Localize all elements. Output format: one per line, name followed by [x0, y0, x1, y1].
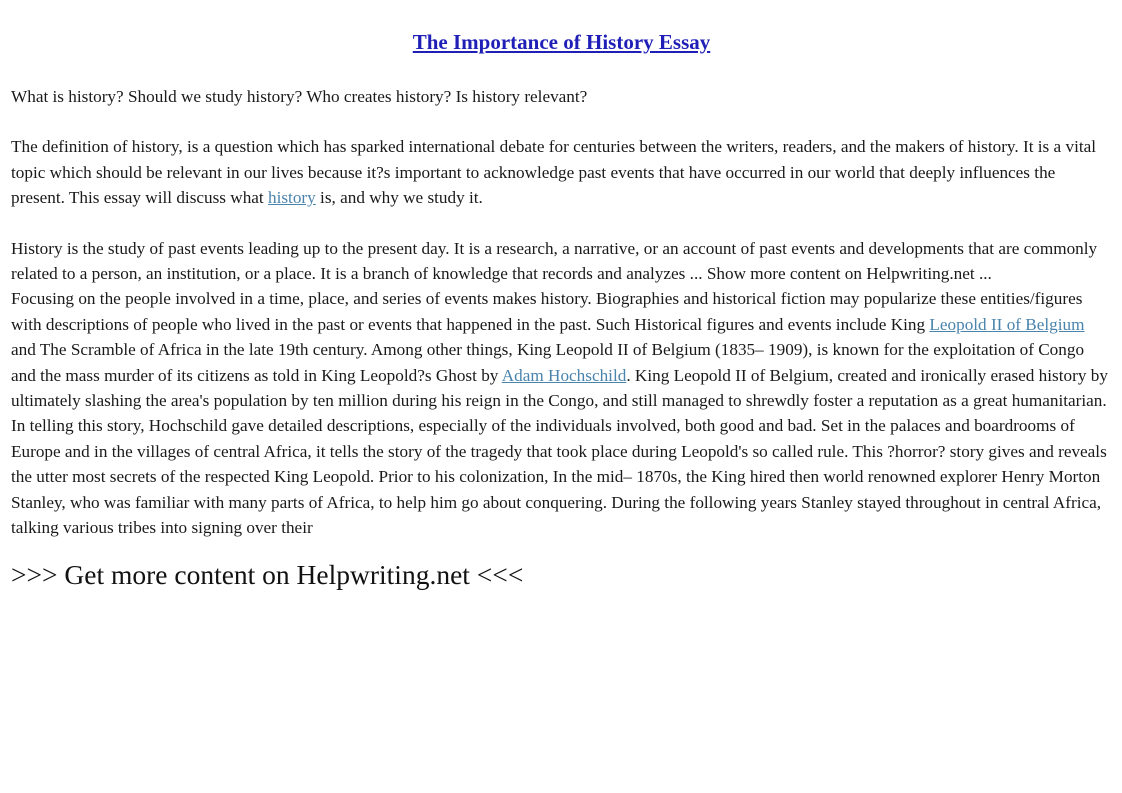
paragraph-leopold — [11, 286, 1112, 540]
hochschild-link[interactable]: Adam Hochschild — [501, 365, 627, 385]
paragraph-definition — [11, 134, 1112, 210]
history-link[interactable]: history — [268, 188, 316, 208]
paragraph-text: Focusing on the people involved in a time, place, and series of events makes history. Biographies and historical fiction may popularize these entities/figures with descriptions of people who lived in the past or events that happened in the past. Such Historical figures and events include King — [11, 289, 1083, 334]
paragraph-text: and The Scramble of Africa in the late 19th century. Among other things, King Leopold II of Belgium (1835– 1909), is known for the exploitation of Congo and the mass murder of its citizens as told in King Leopold?s Ghost by — [11, 340, 1085, 385]
title-container — [11, 0, 1112, 58]
paragraph-text: . King Leopold II of Belgium, created and ironically erased history by ultimately slashing the area's population by ten million during his reign in the Congo, and still managed to shrewdly foster a reputation as a great humanitarian. In telling this story, Hochschild gave detailed descriptions, especially of the individuals involved, both good and bad. Set in the palaces and boardrooms of Europe and in the villages of central Africa, it tells the story of the tragedy that took place during Leopold's so called rule. This ?horror? story gives and reveals the utter most secrets of the respected King Leopold. Prior to his colonization, In the mid– 1870s, the King hired then world renowned explorer Henry Morton Stanley, who was familiar with many parts of Africa, to help him go about conquering. During the following years Stanley stayed throughout in central Africa, talking various tribes into signing over their — [11, 365, 1108, 538]
paragraph-study-of-past: History is the study of past events leading up to the present day. It is a research, a narrative, or an account of past events and developments that are commonly related to a person, an institution, or a place. It is a branch of knowledge that records and analyzes ... Show more content on Helpwriting.net ... — [11, 238, 1098, 284]
intro-questions: What is history? Should we study history? Who creates history? Is history relevant? — [11, 87, 588, 106]
paragraph-text: The definition of history, is a question which has sparked international debate for centuries between the writers, readers, and the makers of history. It is a vital topic which should be relevant in our lives because it?s important to acknowledge past events that have occurred in our world that deeply influences the present. This essay will discuss what — [11, 137, 1097, 208]
essay-title-link[interactable]: The Importance of History Essay — [412, 30, 711, 54]
paragraph-text: is, and why we study it. — [315, 188, 483, 208]
get-more-content-link[interactable]: >>> Get more content on Helpwriting.net <<< — [11, 558, 524, 590]
leopold-link[interactable]: Leopold II of Belgium — [929, 314, 1085, 334]
